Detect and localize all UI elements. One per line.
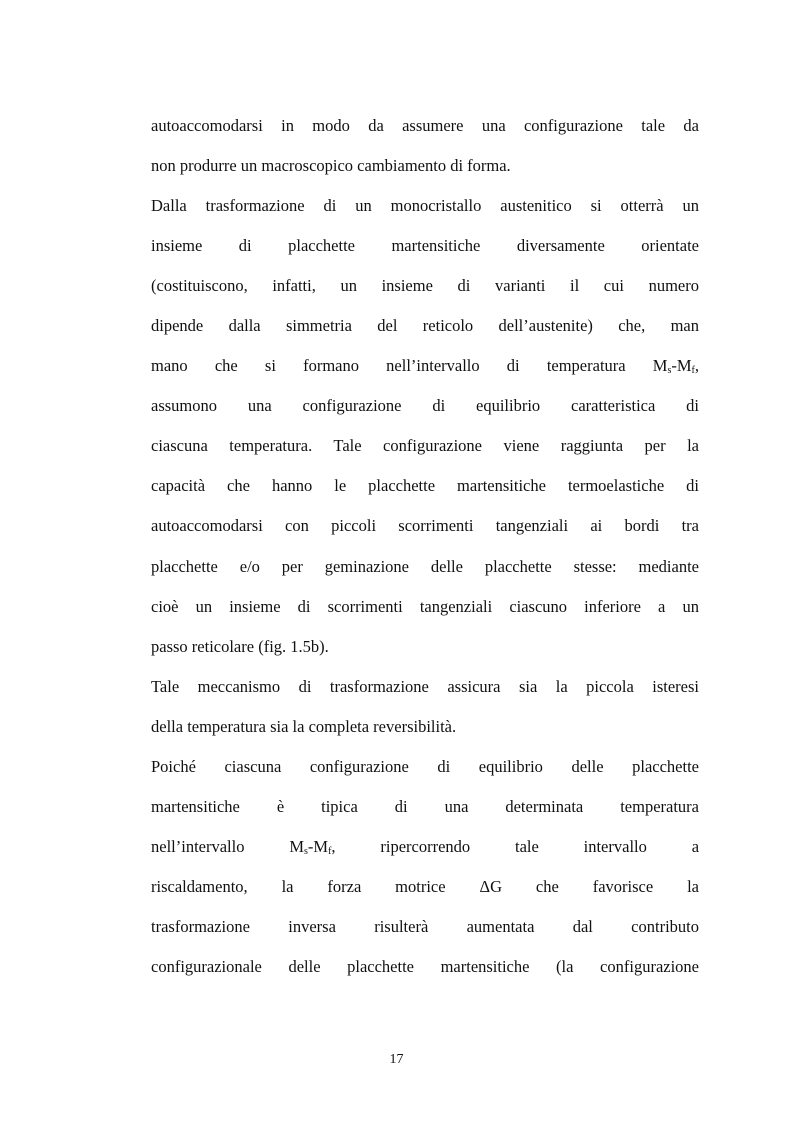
text-line: placchette e/o per geminazione delle placchette stesse: mediante <box>151 556 699 576</box>
text-line: riscaldamento, la forza motrice ΔG che favorisce la <box>151 876 699 896</box>
text-line: Poiché ciascuna configurazione di equilibrio delle placchette <box>151 756 699 776</box>
text-line: (costituiscono, infatti, un insieme di varianti il cui numero <box>151 276 699 296</box>
text-line: autoaccomodarsi in modo da assumere una configurazione tale da <box>151 116 699 135</box>
text-line: autoaccomodarsi con piccoli scorrimenti tangenziali ai bordi tra <box>151 516 699 536</box>
ms-mf-range: $M_s-M_f$, <box>289 836 336 857</box>
text-line: dipende dalla simmetria del reticolo dell’austenite) che, man <box>151 316 699 336</box>
text-line: Dalla trasformazione di un monocristallo austenitico si otterrà un <box>151 196 699 216</box>
text-line <box>151 349 699 389</box>
text-segment: nell’intervallo <box>151 836 245 856</box>
text-line <box>151 830 699 870</box>
text-line: della temperatura sia la completa reversibilità. <box>151 716 457 736</box>
text-line: martensitiche è tipica di una determinata temperatura <box>151 796 699 816</box>
text-line: cioè un insieme di scorrimenti tangenziali ciascuno inferiore a un <box>151 596 699 616</box>
text-line: trasformazione inversa risulterà aumentata dal contributo <box>151 916 699 936</box>
text-line: assumono una configurazione di equilibrio caratteristica di <box>151 396 699 416</box>
text-segment: ripercorrendo tale intervallo a <box>380 836 699 856</box>
text-line: ciascuna temperatura. Tale configurazione viene raggiunta per la <box>151 436 699 456</box>
text-segment: mano che si formano nell’intervallo di temperatura <box>151 356 626 376</box>
text-line: configurazionale delle placchette martensitiche (la configurazione <box>151 956 699 976</box>
page-number: 17 <box>389 1052 404 1067</box>
ms-mf-range: $M_s-M_f$, <box>652 356 699 377</box>
text-line: Tale meccanismo di trasformazione assicura sia la piccola isteresi <box>151 676 699 696</box>
text-line: non produrre un macroscopico cambiamento di forma. <box>151 156 511 176</box>
body-text <box>151 109 699 990</box>
text-line: capacità che hanno le placchette martensitiche termoelastiche di <box>151 476 699 496</box>
text-line: insieme di placchette martensitiche diversamente orientate <box>151 236 699 256</box>
text-line: passo reticolare (fig. 1.5b). <box>151 636 329 656</box>
